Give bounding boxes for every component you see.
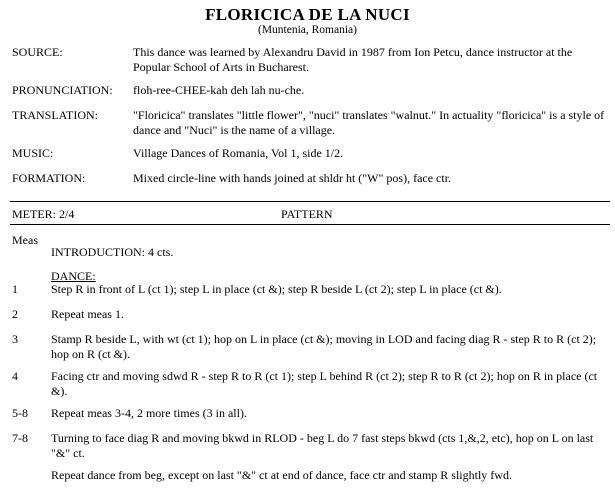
meas-description: Facing ctr and moving sdwd R - step R to R (ct 1); step L behind R (ct 2); step R to R (ct 2); hop on R in place (ct &).	[51, 369, 598, 398]
music-label: MUSIC:	[12, 146, 54, 160]
closing-instruction: Repeat dance from beg, except on last "&" ct at end of dance, face ctr and stamp R slightly fwd.	[51, 468, 512, 482]
meas-description: Stamp R beside L, with wt (ct 1); hop on L in place (ct &); moving in LOD and facing diag R - step R to R (ct 2); hop on R (ct &).	[51, 332, 597, 361]
introduction-text: INTRODUCTION: 4 cts.	[51, 245, 174, 259]
translation-value: "Floricica" translates "little flower", "nuci" translates "walnut." In actuality "floricica" is a style of dance and "Nuci" is the name of a village.	[133, 108, 605, 137]
source-label: SOURCE:	[12, 45, 63, 59]
meas-number: 3	[12, 332, 18, 346]
formation-value: Mixed circle-line with hands joined at shldr ht ("W" pos), face ctr.	[133, 171, 452, 185]
pronunciation-label: PRONUNCIATION:	[12, 83, 113, 97]
meas-description: Repeat meas 3-4, 2 more times (3 in all).	[51, 406, 247, 420]
meter-label: METER: 2/4	[12, 207, 75, 221]
dance-heading: DANCE:	[51, 269, 96, 283]
meas-number: 4	[12, 369, 18, 383]
meas-description: Repeat meas 1.	[51, 307, 124, 321]
meas-number: 2	[12, 307, 18, 321]
header-rule-bottom	[10, 224, 610, 225]
music-value: Village Dances of Romania, Vol 1, side 1/2.	[133, 146, 344, 160]
source-value: This dance was learned by Alexandru David in 1987 from Ion Petcu, dance instructor at the Popular School of Arts in Bucharest.	[133, 45, 573, 74]
meas-column-label: Meas	[12, 233, 38, 247]
pattern-heading: PATTERN	[281, 207, 333, 221]
formation-label: FORMATION:	[12, 171, 86, 185]
meas-number: 1	[12, 282, 18, 296]
meas-number: 5-8	[12, 406, 28, 420]
meas-description: Turning to face diag R and moving bkwd in RLOD - beg L do 7 fast steps bkwd (cts 1,&,2, etc), hop on L on last "&" ct.	[51, 431, 594, 460]
translation-label: TRANSLATION:	[12, 108, 98, 122]
dance-title: FLORICICA DE LA NUCI	[205, 5, 410, 24]
pronunciation-value: floh-ree-CHEE-kah deh lah nu-che.	[133, 83, 305, 97]
region-subtitle: (Muntenia, Romania)	[257, 24, 357, 36]
header-rule-top	[10, 201, 610, 202]
meas-description: Step R in front of L (ct 1); step L in place (ct &); step R beside L (ct 2); step L in place (ct &).	[51, 282, 502, 296]
meas-number: 7-8	[12, 431, 28, 445]
